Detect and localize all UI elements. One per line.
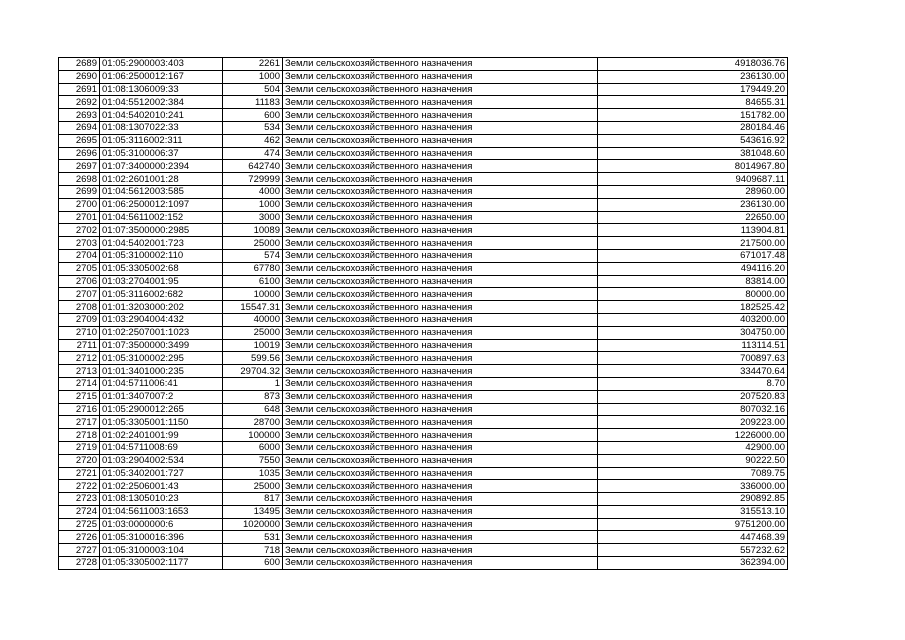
area-cell: 100000: [223, 429, 283, 442]
land-category-cell: Земли сельскохозяйственного назначения: [283, 493, 598, 506]
land-category-cell: Земли сельскохозяйственного назначения: [283, 377, 598, 390]
table-row: [59, 237, 788, 250]
table-row: [59, 211, 788, 224]
area-cell: 1035: [223, 467, 283, 480]
row-number-cell: 2724: [59, 505, 100, 518]
cadastral-number-cell: 01:05:3305002:1177: [100, 557, 223, 570]
table-row: [59, 339, 788, 352]
cadastral-number-cell: 01:08:1305010:23: [100, 493, 223, 506]
land-category-cell: Земли сельскохозяйственного назначения: [283, 173, 598, 186]
table-row: [59, 352, 788, 365]
area-cell: 1000: [223, 70, 283, 83]
cadastral-value-cell: 236130.00: [598, 198, 788, 211]
cadastral-value-cell: 1226000.00: [598, 429, 788, 442]
cadastral-value-cell: 236130.00: [598, 70, 788, 83]
area-cell: 534: [223, 121, 283, 134]
land-category-cell: Земли сельскохозяйственного назначения: [283, 109, 598, 122]
cadastral-number-cell: 01:07:3500000:2985: [100, 224, 223, 237]
table-row: [59, 480, 788, 493]
cadastral-number-cell: 01:05:3100002:295: [100, 352, 223, 365]
area-cell: 718: [223, 544, 283, 557]
land-category-cell: Земли сельскохозяйственного назначения: [283, 160, 598, 173]
table-row: [59, 505, 788, 518]
table-row: [59, 441, 788, 454]
land-category-cell: Земли сельскохозяйственного назначения: [283, 339, 598, 352]
area-cell: 1020000: [223, 518, 283, 531]
land-category-cell: Земли сельскохозяйственного назначения: [283, 96, 598, 109]
cadastral-number-cell: 01:02:2506001:43: [100, 480, 223, 493]
cadastral-number-cell: 01:01:3407007:2: [100, 390, 223, 403]
cadastral-number-cell: 01:05:3100006:37: [100, 147, 223, 160]
table-row: [59, 198, 788, 211]
area-cell: 29704.32: [223, 365, 283, 378]
cadastral-value-cell: 290892.85: [598, 493, 788, 506]
table-row: [59, 301, 788, 314]
table-row: [59, 365, 788, 378]
table-row: [59, 493, 788, 506]
cadastral-value-cell: 22650.00: [598, 211, 788, 224]
table-row: [59, 83, 788, 96]
cadastral-value-cell: 494116.20: [598, 262, 788, 275]
row-number-cell: 2702: [59, 224, 100, 237]
row-number-cell: 2711: [59, 339, 100, 352]
land-category-cell: Земли сельскохозяйственного назначения: [283, 480, 598, 493]
table-row: [59, 96, 788, 109]
cadastral-number-cell: 01:05:2900012:265: [100, 403, 223, 416]
table-row: [59, 160, 788, 173]
table-row: [59, 531, 788, 544]
cadastral-value-cell: 209223.00: [598, 416, 788, 429]
cadastral-number-cell: 01:04:5611002:152: [100, 211, 223, 224]
land-category-cell: Земли сельскохозяйственного назначения: [283, 441, 598, 454]
area-cell: 25000: [223, 237, 283, 250]
land-category-cell: Земли сельскохозяйственного назначения: [283, 288, 598, 301]
area-cell: 574: [223, 249, 283, 262]
row-number-cell: 2714: [59, 377, 100, 390]
cadastral-value-cell: 362394.00: [598, 557, 788, 570]
row-number-cell: 2701: [59, 211, 100, 224]
table-row: [59, 147, 788, 160]
land-category-cell: Земли сельскохозяйственного назначения: [283, 467, 598, 480]
cadastral-value-cell: 304750.00: [598, 326, 788, 339]
row-number-cell: 2718: [59, 429, 100, 442]
area-cell: 1000: [223, 198, 283, 211]
row-number-cell: 2722: [59, 480, 100, 493]
table-row: [59, 557, 788, 570]
area-cell: 729999: [223, 173, 283, 186]
row-number-cell: 2723: [59, 493, 100, 506]
cadastral-number-cell: 01:03:2904004:432: [100, 313, 223, 326]
table-row: [59, 70, 788, 83]
table-row: [59, 416, 788, 429]
area-cell: 1: [223, 377, 283, 390]
land-category-cell: Земли сельскохозяйственного назначения: [283, 454, 598, 467]
area-cell: 13495: [223, 505, 283, 518]
row-number-cell: 2716: [59, 403, 100, 416]
land-category-cell: Земли сельскохозяйственного назначения: [283, 531, 598, 544]
row-number-cell: 2692: [59, 96, 100, 109]
row-number-cell: 2721: [59, 467, 100, 480]
row-number-cell: 2712: [59, 352, 100, 365]
cadastral-value-cell: 9409687.11: [598, 173, 788, 186]
row-number-cell: 2706: [59, 275, 100, 288]
row-number-cell: 2726: [59, 531, 100, 544]
cadastral-value-cell: 334470.64: [598, 365, 788, 378]
cadastral-value-cell: 4918036.76: [598, 58, 788, 71]
table-row: [59, 288, 788, 301]
row-number-cell: 2725: [59, 518, 100, 531]
table-row: [59, 134, 788, 147]
cadastral-number-cell: 01:07:3400000:2394: [100, 160, 223, 173]
cadastral-number-cell: 01:03:2704001:95: [100, 275, 223, 288]
area-cell: 40000: [223, 313, 283, 326]
cadastral-value-cell: 807032.16: [598, 403, 788, 416]
land-category-cell: Земли сельскохозяйственного назначения: [283, 224, 598, 237]
cadastral-number-cell: 01:04:5711006:41: [100, 377, 223, 390]
row-number-cell: 2705: [59, 262, 100, 275]
table-row: [59, 403, 788, 416]
land-category-cell: Земли сельскохозяйственного назначения: [283, 275, 598, 288]
cadastral-value-cell: 557232.62: [598, 544, 788, 557]
row-number-cell: 2713: [59, 365, 100, 378]
table-row: [59, 313, 788, 326]
cadastral-number-cell: 01:04:5711008:69: [100, 441, 223, 454]
table-row: [59, 518, 788, 531]
table-row: [59, 185, 788, 198]
cadastral-number-cell: 01:05:3116002:311: [100, 134, 223, 147]
area-cell: 7550: [223, 454, 283, 467]
cadastral-value-cell: 113114.51: [598, 339, 788, 352]
area-cell: 10089: [223, 224, 283, 237]
row-number-cell: 2689: [59, 58, 100, 71]
area-cell: 67780: [223, 262, 283, 275]
table-row: [59, 249, 788, 262]
cadastral-number-cell: 01:05:2900003:403: [100, 58, 223, 71]
area-cell: 11183: [223, 96, 283, 109]
land-category-cell: Земли сельскохозяйственного назначения: [283, 365, 598, 378]
cadastral-number-cell: 01:03:0000000:6: [100, 518, 223, 531]
cadastral-value-cell: 381048.60: [598, 147, 788, 160]
land-category-cell: Земли сельскохозяйственного назначения: [283, 326, 598, 339]
row-number-cell: 2695: [59, 134, 100, 147]
area-cell: 6000: [223, 441, 283, 454]
table-body: [59, 58, 788, 570]
cadastral-number-cell: 01:05:3100002:110: [100, 249, 223, 262]
row-number-cell: 2699: [59, 185, 100, 198]
cadastral-value-cell: 8014967.80: [598, 160, 788, 173]
land-category-cell: Земли сельскохозяйственного назначения: [283, 249, 598, 262]
cadastral-value-cell: 90222.50: [598, 454, 788, 467]
cadastral-value-cell: 7089.75: [598, 467, 788, 480]
area-cell: 648: [223, 403, 283, 416]
cadastral-number-cell: 01:01:3401000:235: [100, 365, 223, 378]
row-number-cell: 2690: [59, 70, 100, 83]
area-cell: 531: [223, 531, 283, 544]
area-cell: 15547.31: [223, 301, 283, 314]
row-number-cell: 2694: [59, 121, 100, 134]
cadastral-value-cell: 83814.00: [598, 275, 788, 288]
land-category-cell: Земли сельскохозяйственного назначения: [283, 301, 598, 314]
cadastral-number-cell: 01:04:5512002:384: [100, 96, 223, 109]
cadastral-number-cell: 01:08:1306009:33: [100, 83, 223, 96]
cadastral-number-cell: 01:02:2507001:1023: [100, 326, 223, 339]
cadastral-number-cell: 01:08:1307022:33: [100, 121, 223, 134]
land-category-cell: Земли сельскохозяйственного назначения: [283, 429, 598, 442]
row-number-cell: 2727: [59, 544, 100, 557]
table-row: [59, 121, 788, 134]
land-category-cell: Земли сельскохозяйственного назначения: [283, 505, 598, 518]
table-row: [59, 377, 788, 390]
cadastral-number-cell: 01:04:5402010:241: [100, 109, 223, 122]
cadastral-number-cell: 01:04:5611003:1653: [100, 505, 223, 518]
land-category-cell: Земли сельскохозяйственного назначения: [283, 237, 598, 250]
table-row: [59, 467, 788, 480]
area-cell: 462: [223, 134, 283, 147]
land-category-cell: Земли сельскохозяйственного назначения: [283, 70, 598, 83]
land-category-cell: Земли сельскохозяйственного назначения: [283, 518, 598, 531]
row-number-cell: 2700: [59, 198, 100, 211]
land-category-cell: Земли сельскохозяйственного назначения: [283, 211, 598, 224]
land-category-cell: Земли сельскохозяйственного назначения: [283, 544, 598, 557]
cadastral-value-cell: 151782.00: [598, 109, 788, 122]
land-category-cell: Земли сельскохозяйственного назначения: [283, 557, 598, 570]
area-cell: 10000: [223, 288, 283, 301]
land-plots-table: [58, 57, 788, 570]
row-number-cell: 2696: [59, 147, 100, 160]
area-cell: 873: [223, 390, 283, 403]
cadastral-number-cell: 01:05:3305002:68: [100, 262, 223, 275]
table-row: [59, 544, 788, 557]
row-number-cell: 2717: [59, 416, 100, 429]
row-number-cell: 2691: [59, 83, 100, 96]
row-number-cell: 2704: [59, 249, 100, 262]
area-cell: 642740: [223, 160, 283, 173]
land-category-cell: Земли сельскохозяйственного назначения: [283, 185, 598, 198]
cadastral-value-cell: 179449.20: [598, 83, 788, 96]
table-row: [59, 429, 788, 442]
cadastral-value-cell: 80000.00: [598, 288, 788, 301]
land-category-cell: Земли сельскохозяйственного назначения: [283, 198, 598, 211]
area-cell: 6100: [223, 275, 283, 288]
area-cell: 599.56: [223, 352, 283, 365]
table-row: [59, 275, 788, 288]
table-row: [59, 173, 788, 186]
cadastral-number-cell: 01:06:2500012:167: [100, 70, 223, 83]
cadastral-value-cell: 28960.00: [598, 185, 788, 198]
cadastral-value-cell: 217500.00: [598, 237, 788, 250]
cadastral-value-cell: 315513.10: [598, 505, 788, 518]
cadastral-number-cell: 01:05:3100003:104: [100, 544, 223, 557]
land-category-cell: Земли сельскохозяйственного назначения: [283, 352, 598, 365]
cadastral-value-cell: 42900.00: [598, 441, 788, 454]
cadastral-number-cell: 01:06:2500012:1097: [100, 198, 223, 211]
table-row: [59, 109, 788, 122]
cadastral-number-cell: 01:07:3500000:3499: [100, 339, 223, 352]
cadastral-value-cell: 9751200.00: [598, 518, 788, 531]
area-cell: 3000: [223, 211, 283, 224]
area-cell: 4000: [223, 185, 283, 198]
area-cell: 474: [223, 147, 283, 160]
cadastral-number-cell: 01:01:3203000:202: [100, 301, 223, 314]
area-cell: 600: [223, 109, 283, 122]
cadastral-value-cell: 8.70: [598, 377, 788, 390]
cadastral-number-cell: 01:05:3305001:1150: [100, 416, 223, 429]
row-number-cell: 2697: [59, 160, 100, 173]
cadastral-number-cell: 01:05:3100016:396: [100, 531, 223, 544]
cadastral-value-cell: 207520.83: [598, 390, 788, 403]
row-number-cell: 2715: [59, 390, 100, 403]
area-cell: 10019: [223, 339, 283, 352]
row-number-cell: 2709: [59, 313, 100, 326]
land-category-cell: Земли сельскохозяйственного назначения: [283, 134, 598, 147]
land-category-cell: Земли сельскохозяйственного назначения: [283, 403, 598, 416]
area-cell: 28700: [223, 416, 283, 429]
cadastral-number-cell: 01:04:5402001:723: [100, 237, 223, 250]
area-cell: 2261: [223, 58, 283, 71]
land-category-cell: Земли сельскохозяйственного назначения: [283, 147, 598, 160]
land-category-cell: Земли сельскохозяйственного назначения: [283, 313, 598, 326]
table-row: [59, 454, 788, 467]
table-row: [59, 262, 788, 275]
cadastral-number-cell: 01:05:3116002:682: [100, 288, 223, 301]
cadastral-value-cell: 280184.46: [598, 121, 788, 134]
cadastral-number-cell: 01:02:2401001:99: [100, 429, 223, 442]
cadastral-value-cell: 543616.92: [598, 134, 788, 147]
cadastral-number-cell: 01:02:2601001:28: [100, 173, 223, 186]
cadastral-value-cell: 182525.42: [598, 301, 788, 314]
land-category-cell: Земли сельскохозяйственного назначения: [283, 390, 598, 403]
land-category-cell: Земли сельскохозяйственного назначения: [283, 83, 598, 96]
table-row: [59, 58, 788, 71]
row-number-cell: 2703: [59, 237, 100, 250]
area-cell: 817: [223, 493, 283, 506]
cadastral-value-cell: 700897.63: [598, 352, 788, 365]
area-cell: 504: [223, 83, 283, 96]
table-row: [59, 224, 788, 237]
row-number-cell: 2719: [59, 441, 100, 454]
cadastral-value-cell: 84655.31: [598, 96, 788, 109]
land-category-cell: Земли сельскохозяйственного назначения: [283, 262, 598, 275]
row-number-cell: 2698: [59, 173, 100, 186]
cadastral-value-cell: 671017.48: [598, 249, 788, 262]
land-category-cell: Земли сельскохозяйственного назначения: [283, 121, 598, 134]
area-cell: 600: [223, 557, 283, 570]
cadastral-value-cell: 403200.00: [598, 313, 788, 326]
land-category-cell: Земли сельскохозяйственного назначения: [283, 416, 598, 429]
land-category-cell: Земли сельскохозяйственного назначения: [283, 58, 598, 71]
row-number-cell: 2720: [59, 454, 100, 467]
cadastral-value-cell: 336000.00: [598, 480, 788, 493]
cadastral-number-cell: 01:05:3402001:727: [100, 467, 223, 480]
table-row: [59, 326, 788, 339]
cadastral-value-cell: 447468.39: [598, 531, 788, 544]
area-cell: 25000: [223, 480, 283, 493]
row-number-cell: 2728: [59, 557, 100, 570]
row-number-cell: 2708: [59, 301, 100, 314]
row-number-cell: 2710: [59, 326, 100, 339]
row-number-cell: 2707: [59, 288, 100, 301]
cadastral-number-cell: 01:03:2904002:534: [100, 454, 223, 467]
area-cell: 25000: [223, 326, 283, 339]
table-row: [59, 390, 788, 403]
cadastral-number-cell: 01:04:5612003:585: [100, 185, 223, 198]
row-number-cell: 2693: [59, 109, 100, 122]
cadastral-value-cell: 113904.81: [598, 224, 788, 237]
